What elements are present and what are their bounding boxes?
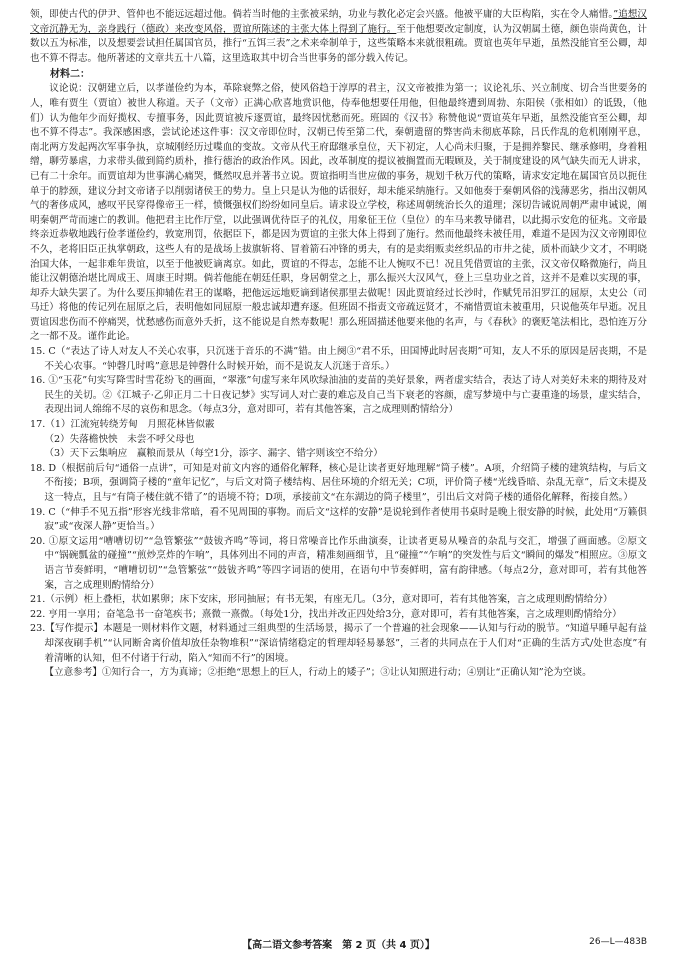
answer-22: 22. 亨用一享用；奋笔急书一奋笔疾书；熹微一熹微。（每处1分，找出并改正四处给3分，意对即可，若有其他答案，言之成理则酌情给分） [30,608,622,620]
answer-17: 17.（1）江流宛转绕芳甸 月照花林皆似霰 （2）失落檐怏怏 未尝不呼父母也 （3）天下云集响应 赢粮而景从（每空1分，添字、漏字、错字则该空不给分） [30,419,383,460]
translation-paragraph-1 [30,8,647,66]
answer-21: 21.（示例）柜上叠柜，状如累卵；床下安床，形同抽屉；有书无架，有座无几。（3分，意对即可，若有其他答案，言之成理则酌情给分） [30,594,613,606]
footer-title: 【高二语文参考答案 第 2 页（共 4 页）】 [242,940,435,951]
answer-16: 16. ①“玉花”句实写降雪时雪花纷飞的画面，“翠涨”句虚写来年风吹绿油油的麦苗的美好景象，两者虚实结合，表达了诗人对美好未来的期待及对民生的关切。②《江城子·乙卯正月二十日夜记梦》实写词人对亡妻的难忘及自己当下衰老的容颜，虚写梦境中与亡妻重逢的场景，虚实结合，表现出词人绵绵不尽的哀伤和思念。（每点3分，意对即可，若有其他答案，言之成理则酌情给分） [30,375,647,416]
answer-19: 19. C（“伸手不见五指”形容光线非常暗，看不见周围的事物。而后文“这样的安静”是说轮到作者使用书桌时是晚上很安静的时候，此处用“万籁俱寂”或“夜深人静”更恰当。） [30,506,647,533]
page-footer [0,936,677,952]
translation-text-a: 领，即使古代的伊尹、管仲也不能远远超过他。倘若当时他的主张被采纳，功业与教化必定会兴盛。他被平庸的大臣构陷，实在令人痛惜。 [30,9,614,20]
translation-underlined-text: ”追想汉文帝沉静无为，亲身践行（德政）来改变风俗，贾谊所陈述的主张大体上得到了施行。 [30,9,648,35]
answer-18: 18. D（根据前后句“通俗一点讲”，可知是对前文内容的通俗化解释，核心是让读者更好地理解“筒子楼”。A项，介绍筒子楼的建筑结构，与后文不衔接；B项，强调筒子楼的“童年记忆”，与后文对筒子楼结构、居住环境的介绍无关；C项，评价筒子楼“光线昏暗、杂乱无章”，后文未提及这一特点，且与“有筒子楼住就不错了”的语境不符；D项，承接前文“在东湖边的筒子楼里”，引出后文对筒子楼的通俗化解释，衔接自然。） [30,462,647,503]
answer-20: 20. ①原文运用“嘈嘈切切”“急管繁弦”“鼓钹齐鸣”等词，将日常噪音比作乐曲演奏，让读者更易从噪音的杂乱与交汇，增强了画面感。②原文中“锅碗瓢盆的碰撞”“煎炒烹炸的乍响”，具体列出不同的声音，精准刻画细节，且“碰撞”“乍响”的突发性与后文“瞬间的爆发”相照应。③原文语言节奏鲜明，“嘈嘈切切”“急管繁弦”“鼓钹齐鸣”等四字词语的使用，在语句中节奏鲜明，富有韵律感。（每点2分，意对即可，若有其他答案，言之成理则酌情给分） [30,535,647,591]
footer-code: 26—L—483B [589,937,647,947]
material-two-paragraph: 议论说：汉朝建立后，以孝谨俭约为本，革除衰弊之俗，使风俗趋于淳厚的君主，汉文帝被推为第一；议论礼乐、兴立制度、切合当世要务的人，唯有贾生（贾谊）被世人称道。天子（文帝）正满心欣喜地赏识他，侍奉他想要任用他，但他最终遭到周勃、东阳侯（张相如）的诋毁，（他们）认为他年少而好揽权、专擅事务，因此贾谊被斥逐贾谊，最终因忧愁而死。班固的《汉书》称赞他说“贾谊英年早逝，虽然没能官至公卿，却也不算不得志”。我深感困惑，尝试论述这件事：汉文帝即位时，汉朝已传至第二代，秦朝遗留的弊害尚未彻底革除，吕氏作乱的危机刚刚平息，南北两方发起两次军事争执，京城刚经历过喋血的变故。文帝从代王府邸继承皇位，天下初定，人心尚未归聚，于是拥养黎民、继承修明，身着粗缯，聊劳暴虐，力求带头做到简约质朴，推行德治的政治作风。因此，改革制度的提议被搁置而无暇顾及，关于制度建设的风气缺失而无人讲求，已有二十余年。而贾谊却为世事满心痛哭，慨然叹息并著书立说。贾谊指明当世应做的事务，规划千秋万代的策略，请求安定地在属国官员以扼住单于的脖颈，建议分封文帝诸子以削弱诸侯王的势力。皇上只是认为他的话很好，却未能采纳施行。又如他奏于秦朝风俗的浅薄恶劣，指出汉朝风气的奢侈成风，感叹平民穿得像帝王一样，愤慨强权们纷纷如同皇后。请求设立学校，称述周朝统治长久的道理；深切告诫说周朝严肃申诫说，阐明秦朝严苛而速亡的教训。他把君主比作厅堂，以此强调优待臣子的礼仪，用象征王位（皇位）的车马来教导储君，以此揭示安危的征兆。文帝最终亲近恭敬地践行俭孝谨俭约，敦宽刑罚，依据臣下，都是因为贾谊的主张大体上得到了施行。然而他最终未被任用，难道不是因为汉文帝刚即位不久，老将旧臣正执掌朝政，这些人有的是战场上拔旗斩将、冒着箭石冲锋的勇夫，有的是卖绢贩卖丝织品的市井之徒，质朴而缺少文才，不明晓治国大体，一起非难年贵谊，以至于他被贬谪离京。如此，贾谊的不得志，怎能不让人惋叹不已！况且凭借贾谊的主张，汉文帝仅略微施行，尚且能让汉朝德治堪比周成王、周康王时期。倘若他能在朝廷任职，身居朝堂之上，那么振兴大汉风气，登上三皇功业之首，这并不是难以实现的事，却乔大缺失罢了。为什么要压抑辅佐君王的谋略，把他远远地贬谪到诸侯那里去做呢！因此贾谊经过长沙时，作赋凭吊汨罗江的屈原，太史公（司马迁）将他的传记列在屈原之后，表明他如同屈原一般忠诚却遭弃逐。但班固不指责文帝疏远贤才，不痛惜贾谊未被重用，只说他英年早逝。况且贾谊因悲伤而不停痛哭，忧愁感伤而意外夭折，这不能说是自然寿数呢！那么班固描述他要来他的名声，与《春秋》的褒贬笔法相比，恐怕连万分之一都不及。谨作此论。 [30,83,647,343]
answer-15: 15. C（“表达了诗人对友人不关心农事，只沉迷于音乐的不满”错。由上阕③“君不乐，田国博此时居丧期”可知，友人不乐的原因是居丧期，不是不关心农事。“钟磬几时鸣”意思是钟磬什么时候开始，而不是说友人沉迷于音乐。） [30,346,647,372]
material-two-heading: 材料二： [50,69,90,81]
answer-23: 23.【写作提示】本题是一则材料作文题，材料通过三组典型的生活场景，揭示了一个普遍的社会现象——认知与行动的脱节。“知道早睡早起有益却深夜刷手机”“认同断舍离价值却放任杂物堆积”“深谙情绪稳定的哲理却轻易暴怒”，三者的共同点在于人们对“正确的生活方式/处世态度”有着清晰的认知，但不付诸于行动，陷入“知而不行”的困境。 【立意参考】①知行合一，方为真谛；②拒绝“思想上的巨人，行动上的矮子”；③让认知照进行动；④别让“正确认知”沦为空谈。 [30,623,647,679]
translation-text-b: 至于他想要改定制度，认为汉朝属土德，颜色崇尚黄色，计数以五为标准，以及想要尝试担任属国官员，推行“五饵三表”之术来牵制单于，这些策略本来就很粗疏。贾谊也英年早逝，虽然没能官至公卿，却也不算不得志。他所著述的文章共五十八篇，这里选取其中切合当世事务的部分载入传记。 [30,23,648,64]
